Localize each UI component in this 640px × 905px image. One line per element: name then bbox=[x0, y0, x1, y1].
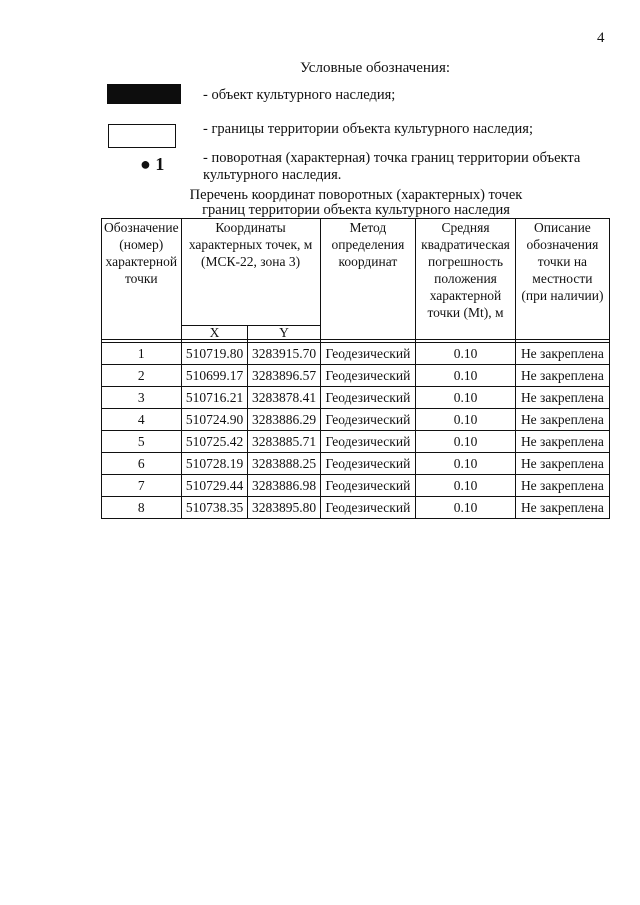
legend-label-turning-point: - поворотная (характерная) точка границ территории объекта культурного наследия. bbox=[203, 150, 581, 183]
cell-y: 3283896.57 bbox=[248, 365, 320, 387]
cell-description: Не закреплена bbox=[515, 475, 609, 497]
cell-point-number: 1 bbox=[102, 343, 182, 365]
cell-accuracy: 0.10 bbox=[416, 497, 516, 519]
cell-method: Геодезический bbox=[320, 475, 416, 497]
table-row bbox=[102, 453, 610, 475]
header-x: X bbox=[181, 326, 248, 340]
cell-accuracy: 0.10 bbox=[416, 475, 516, 497]
cell-x: 510738.35 bbox=[181, 497, 248, 519]
point-marker-icon: ● 1 bbox=[140, 154, 165, 174]
table-title-line-1: Перечень координат поворотных (характерных) точек bbox=[189, 187, 523, 203]
cell-method: Геодезический bbox=[320, 431, 416, 453]
cell-point-number: 2 bbox=[102, 365, 182, 387]
header-description: Описание обозначения точки на местности (при наличии) bbox=[515, 219, 609, 340]
table-row bbox=[102, 343, 610, 365]
cell-method: Геодезический bbox=[320, 453, 416, 475]
cell-point-number: 8 bbox=[102, 497, 182, 519]
cell-accuracy: 0.10 bbox=[416, 365, 516, 387]
table-row bbox=[102, 431, 610, 453]
cell-y: 3283888.25 bbox=[248, 453, 320, 475]
cell-point-number: 6 bbox=[102, 453, 182, 475]
cell-accuracy: 0.10 bbox=[416, 343, 516, 365]
cell-point-number: 7 bbox=[102, 475, 182, 497]
cell-x: 510719.80 bbox=[181, 343, 248, 365]
table-body bbox=[102, 340, 610, 519]
cell-method: Геодезический bbox=[320, 365, 416, 387]
legend-label-heritage-object: - объект культурного наследия; bbox=[203, 87, 396, 103]
cell-description: Не закреплена bbox=[515, 387, 609, 409]
table-row bbox=[102, 387, 610, 409]
coordinates-table bbox=[101, 218, 610, 519]
cell-accuracy: 0.10 bbox=[416, 387, 516, 409]
table-row bbox=[102, 475, 610, 497]
cell-method: Геодезический bbox=[320, 497, 416, 519]
header-coordinates: Координаты характерных точек, м (МСК-22, зона 3) bbox=[181, 219, 320, 326]
table-row bbox=[102, 497, 610, 519]
cell-point-number: 4 bbox=[102, 409, 182, 431]
cell-description: Не закреплена bbox=[515, 453, 609, 475]
header-point-number: Обозначение (номер) характерной точки bbox=[102, 219, 182, 340]
header-accuracy: Средняя квадратическая погрешность положения характерной точки (Mt), м bbox=[416, 219, 516, 340]
cell-x: 510724.90 bbox=[181, 409, 248, 431]
cell-y: 3283886.98 bbox=[248, 475, 320, 497]
territory-boundary-swatch-icon bbox=[108, 124, 176, 148]
legend-label-territory-boundary: - границы территории объекта культурного наследия; bbox=[203, 121, 533, 137]
cell-method: Геодезический bbox=[320, 409, 416, 431]
cell-point-number: 3 bbox=[102, 387, 182, 409]
cell-description: Не закреплена bbox=[515, 497, 609, 519]
cell-description: Не закреплена bbox=[515, 409, 609, 431]
page-number: 4 bbox=[597, 30, 605, 46]
table-title-line-2: границ территории объекта культурного наследия bbox=[202, 202, 510, 218]
table-row bbox=[102, 409, 610, 431]
cell-description: Не закреплена bbox=[515, 343, 609, 365]
cell-x: 510728.19 bbox=[181, 453, 248, 475]
cell-point-number: 5 bbox=[102, 431, 182, 453]
cultural-heritage-object-swatch-icon bbox=[107, 84, 181, 104]
cell-y: 3283878.41 bbox=[248, 387, 320, 409]
table-row bbox=[102, 365, 610, 387]
cell-y: 3283895.80 bbox=[248, 497, 320, 519]
legend-title: Условные обозначения: bbox=[299, 60, 451, 76]
cell-accuracy: 0.10 bbox=[416, 431, 516, 453]
cell-method: Геодезический bbox=[320, 387, 416, 409]
cell-x: 510725.42 bbox=[181, 431, 248, 453]
cell-x: 510716.21 bbox=[181, 387, 248, 409]
cell-y: 3283885.71 bbox=[248, 431, 320, 453]
table-title bbox=[100, 188, 612, 218]
cell-description: Не закреплена bbox=[515, 431, 609, 453]
cell-accuracy: 0.10 bbox=[416, 409, 516, 431]
cell-y: 3283886.29 bbox=[248, 409, 320, 431]
cell-y: 3283915.70 bbox=[248, 343, 320, 365]
cell-method: Геодезический bbox=[320, 343, 416, 365]
cell-description: Не закреплена bbox=[515, 365, 609, 387]
header-y: Y bbox=[248, 326, 320, 340]
cell-accuracy: 0.10 bbox=[416, 453, 516, 475]
cell-x: 510699.17 bbox=[181, 365, 248, 387]
header-method: Метод определения координат bbox=[320, 219, 416, 340]
cell-x: 510729.44 bbox=[181, 475, 248, 497]
